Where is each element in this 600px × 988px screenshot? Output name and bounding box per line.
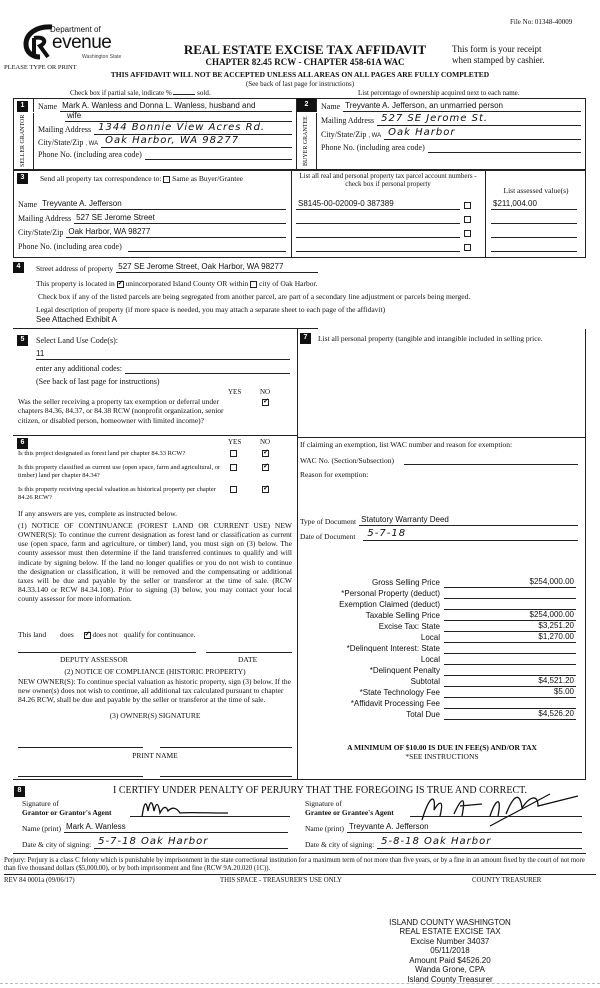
corr-name-field[interactable]: Treyvante A. Jefferson [40,199,286,210]
exemption-intro: If claiming an exemption, list WAC number and reason for exemption: [300,440,513,449]
doc-date-field[interactable]: 5-7-18 [363,528,578,541]
tax-label: Total Due [406,710,440,720]
instructions-note: (See back of last page for instructions) [245,80,355,88]
tax-value-delinquent-penalty[interactable] [444,665,576,676]
grantor-date-label: Date & city of signing: [22,840,92,849]
grantee-name-line [305,822,582,833]
tax-label: Exemption Claimed (deduct) [339,600,440,610]
deputy-assessor-signature-line[interactable] [18,652,196,653]
tax-row [296,632,576,643]
partial-sale-line [70,89,211,97]
tax-row [296,676,576,687]
ownership-note: List percentage of ownership acquired next to each name. [358,89,520,97]
owner-signature-label: (3) OWNER(S) SIGNATURE [109,711,201,720]
parcel-row [296,238,582,252]
treasurer-stamp [370,918,530,984]
buyer-mailing-field[interactable]: 527 SE Jerome St. [377,113,581,126]
unincorporated-label: unincorporated Island County OR within [125,279,249,288]
minimum-due-note: A MINIMUM OF $10.00 IS DUE IN FEE(S) AND/OR TAX [347,743,537,752]
tax-value-taxable-selling-price[interactable]: $254,000.00 [444,610,576,621]
land-use-instructions: (See back of last page for instructions) [36,377,160,386]
grantee-sig-label-2: Grantee or Grantee's Agent [305,808,394,817]
doc-type-line [300,515,578,526]
buyer-fields [321,101,581,153]
seller-name-field[interactable]: Mark A. Wanless and Donna L. Wanless, husband and [60,101,292,112]
form-subtitle: CHAPTER 82.45 RCW - CHAPTER 458-61A WAC [205,57,405,67]
notice-of-compliance-title: (2) NOTICE OF COMPLIANCE (HISTORIC PROPERTY) [64,667,246,676]
parcel-list [296,196,582,252]
section-8-number: 8 [14,786,25,797]
parcel-number-field[interactable] [296,228,460,238]
buyer-grantee-label: BUYER GRANTEE [303,116,310,166]
receipt-note-1: This form is your receipt [452,44,542,54]
personal-property-checkbox[interactable] [464,244,471,251]
unincorporated-checkbox[interactable] [117,281,124,288]
additional-codes-label: enter any additional codes: [36,364,122,374]
within-city-label: city of Oak Harbor. [259,279,318,288]
wac-field[interactable] [404,455,578,465]
wac-line [300,454,578,465]
tax-value-technology-fee[interactable]: $5.00 [444,687,576,698]
tax-label: *Delinquent Interest: State [346,644,440,654]
additional-codes-line [36,364,290,374]
grantor-name-field[interactable]: Mark A. Wanless [64,822,288,833]
tax-row [296,610,576,621]
tax-value-subtotal[interactable]: $4,521.20 [444,676,576,687]
street-address-line [36,262,318,273]
grantee-date-line [305,835,582,849]
section-6-number: 6 [17,438,28,449]
logo-state-text: Washington State [82,54,122,60]
sec5-no-header: NO [260,388,271,396]
location-label: This property is located in [36,279,115,288]
tax-label: Local [420,655,440,665]
please-type-note: PLEASE TYPE OR PRINT [4,64,77,71]
grantor-name-label: Name (print) [22,824,61,833]
seller-exemption-question: Was the seller receiving a property tax exemption or deferral under chapters 84.36, 84.37, or 84.38 RCW (nonprofit organization, senior citizen, or disabled person, homeowner with limited income)? [18,397,224,425]
seller-fields [38,101,292,160]
buyer-phone-label: Phone No. (including area code) [321,143,425,153]
owner-signature-line-2[interactable] [160,747,292,748]
stamp-excise-number: Excise Number 34037 [410,936,490,946]
tax-value-personal-property[interactable] [444,588,576,599]
notice-of-continuance: (1) NOTICE OF CONTINUANCE (FOREST LAND OR CURRENT USE) NEW OWNER(S): To continue the current designation as forest land or classification as current use (open space, farm and agriculture, or timber) land, you must sign on (3) below. The county assessor must then determine if the land transferred continues to qualify and will indicate by signing below. If the land no longer qualifies or you do not wish to continue the designation or classification, it will be removed and the compensating or additional taxes will be due and payable by the seller or transferor at the time of sale. (RCW 84.33.140 or RCW 84.34.108). Prior to signing (3) below, you may contact your local county assessor for more information. [18,521,292,604]
grantee-signature-field[interactable] [410,790,582,817]
perjury-notice: Perjury: Perjury is a class C felony which is punishable by imprisonment in the state correctional institution for a maximum term of not more than five years, or by a fine in an amount fixed by the court of not more than five thousand dollars ($5,000.00), or by both imprisonment and fine (RCW 9A.20.020 (1C)). [4,857,596,875]
section-5-rule [13,435,298,436]
tax-calculation [296,577,576,720]
assessed-value-field[interactable] [491,214,577,224]
seller-city-field[interactable]: Oak Harbor, WA 98277 [101,135,292,148]
partial-percent-input[interactable] [173,94,195,95]
personal-property-checkbox[interactable] [464,230,471,237]
sec6-q1-no-checkbox[interactable] [262,450,269,457]
section-3-divider-1 [291,170,292,258]
tax-label: Local [420,633,440,643]
tax-value-exemption-claimed[interactable] [444,599,576,610]
land-use-label: Select Land Use Code(s): [36,336,118,345]
send-correspondence-label: Send all property tax correspondence to: [40,174,162,183]
within-city-checkbox[interactable] [250,281,257,288]
location-line [36,279,317,288]
print-name-line-1[interactable] [18,776,143,777]
grantor-sig-label-1: Signature of [22,799,59,808]
same-as-buyer-label: Same as Buyer/Grantee [172,174,243,183]
correspondence-fields [18,196,286,252]
parcel-number-field[interactable] [296,242,460,252]
tax-row [296,599,576,610]
tax-row [296,643,576,654]
sec6-q2-no-checkbox[interactable] [262,464,269,471]
print-name-line-2[interactable] [160,776,292,777]
owner-signature-line-1[interactable] [18,747,143,748]
doc-type-field[interactable]: Statutory Warranty Deed [359,515,578,526]
exemption-reason-label[interactable]: Reason for exemption: [300,470,369,479]
personal-property-checkbox[interactable] [464,202,471,209]
seller-exemption-no-checkbox[interactable] [262,399,269,406]
assessed-value-header: List assessed value(s) [503,186,569,195]
parcel-row [296,196,582,210]
section-7-bottom-rule [13,779,586,780]
doc-date-label: Date of Document [300,532,356,541]
legal-description-label: Legal description of property (if more space is needed, you may attach a separate sheet to each page of the affidavit) [36,305,386,314]
tax-value-delinquent-interest-state[interactable] [444,643,576,654]
sec6-yes-header: YES [228,438,242,446]
land-use-field[interactable]: 11 [36,349,290,360]
seller-name-label: Name [38,102,58,112]
certification-statement: I CERTIFY UNDER PENALTY OF PERJURY THAT THE FOREGOING IS TRUE AND CORRECT. [113,785,527,796]
tax-label: Gross Selling Price [371,578,440,588]
grantor-signature-scribble-icon [130,797,250,819]
sec6-q2-yes-checkbox[interactable] [230,464,237,471]
stamp-tax-type: REAL ESTATE EXCISE TAX [399,927,501,937]
section-1-number: 1 [17,101,28,112]
buyer-city-field[interactable]: Oak Harbor [384,127,581,140]
buyer-city-label: City/State/Zip [321,130,367,140]
seller-mailing-label: Mailing Address [38,125,92,135]
file-number-value: 01348-40009 [534,18,573,26]
tax-row [296,577,576,588]
section-8-bottom-rule [13,853,586,854]
tax-label: *Affidavit Processing Fee [350,699,440,709]
qualify-label: qualify for continuance. [123,630,196,639]
section-1-marker-cell [14,98,34,112]
personal-property-label[interactable]: List all personal property (tangible and intangible included in selling price. [318,334,543,343]
receipt-note-2: when stamped by cashier. [452,55,545,65]
tax-label: *Delinquent Penalty [369,666,440,676]
print-name-label: PRINT NAME [132,751,178,760]
seller-mailing-field[interactable]: 1344 Bonnie View Acres Rd. [94,122,292,135]
tax-value-gross-selling-price[interactable]: $254,000.00 [444,577,576,588]
grantee-sig-label-1: Signature of [305,799,342,808]
grantee-date-city-field[interactable]: 5-8-18 Oak Harbor [377,836,582,849]
partial-sale-label: Check box if partial sale, indicate % [70,89,172,97]
buyer-mailing-label: Mailing Address [321,116,375,126]
grantee-name-label: Name (print) [305,824,344,833]
stamp-date: 05/11/2018 [430,946,470,956]
seller-state-prefix: , WA [85,140,99,147]
street-address-field[interactable]: 527 SE Jerome Street, Oak Harbor, WA 98277 [116,262,318,273]
seller-grantor-label: SELLER GRANTOR [20,114,27,168]
tax-row [296,687,576,698]
tax-row [296,654,576,665]
seller-phone-label: Phone No. (including area code) [38,150,142,160]
buyer-name-label: Name [321,102,341,112]
additional-codes-field[interactable] [125,364,290,374]
tax-row [296,709,576,720]
tax-value-delinquent-interest-local[interactable] [444,654,576,665]
tax-label: *State Technology Fee [359,688,440,698]
tax-label: Excise Tax: State [378,622,440,632]
section-6-questions [18,450,293,508]
corr-phone-label: Phone No. (including area code) [18,242,122,252]
tax-value-excise-state[interactable]: $3,251.20 [444,621,576,632]
grantor-date-line [22,835,288,849]
parcel-list-header: List all real and personal property tax parcel account numbers - check box if personal property [299,172,477,189]
tax-value-affidavit-fee[interactable] [444,698,576,709]
qualify-line [18,630,195,639]
dor-logo [22,24,122,62]
does-label: does [60,630,74,639]
sec6-question-row [18,464,293,486]
grantee-name-field[interactable]: Treyvante A. Jefferson [347,822,582,833]
acceptance-warning: THIS AFFIDAVIT WILL NOT BE ACCEPTED UNLESS ALL AREAS ON ALL PAGES ARE FULLY COMPLETED [110,70,490,79]
section-5-number: 5 [17,335,28,346]
personal-property-checkbox[interactable] [464,216,471,223]
stamp-treasurer-title: Island County Treasurer [407,974,493,984]
tax-value-excise-local[interactable]: $1,270.00 [444,632,576,643]
sec6-no-header: NO [260,438,271,446]
stamp-treasurer-name: Wanda Grone, CPA [415,965,485,975]
page-edge [0,983,600,984]
buyer-name-field[interactable]: Treyvante A. Jefferson, an unmarried person [343,101,581,112]
form-revision: REV 84 0001a (09/06/17) [4,877,75,884]
assessor-date-label: DATE [238,655,258,664]
county-treasurer-label: COUNTY TREASURER [472,877,542,884]
sec6-question-text: Is this project designated as forest land per chapter 84.33 RCW? [18,450,186,457]
legal-description-field[interactable]: See Attached Exhibit A [36,315,117,324]
sec6-q3-yes-checkbox[interactable] [230,486,237,493]
assessor-date-line[interactable] [206,652,292,653]
seller-phone-field[interactable] [145,150,292,160]
tax-row [296,698,576,709]
tax-label: *Personal Property (deduct) [341,589,440,599]
see-instructions-note: *SEE INSTRUCTIONS [405,752,479,761]
grantor-signature-field[interactable] [130,797,290,817]
tax-row [296,621,576,632]
stamp-county: ISLAND COUNTY WASHINGTON [389,918,511,927]
sec6-question-row [18,486,293,508]
corr-city-label: City/State/Zip [18,228,64,238]
stamp-amount-paid: Amount Paid $4526.20 [409,955,491,965]
section-7-number: 7 [300,333,311,344]
partial-sold-label: sold. [197,89,211,97]
seller-city-label: City/State/Zip [38,138,84,148]
this-land-label: This land [18,630,47,639]
street-address-label: Street address of property [36,264,114,273]
parcel-number-field[interactable]: S8145-00-02009-0 387389 [296,199,460,210]
doc-type-label: Type of Document [300,517,357,526]
buyer-state-prefix: , WA [368,132,382,139]
assessed-value-field[interactable] [491,242,577,252]
sec5-no-checkbox-wrap [262,397,269,407]
logo-dept-text: Department of [50,25,101,34]
parcel-row [296,210,582,224]
parcel-number-field[interactable] [296,214,460,224]
segregated-note[interactable]: Check box if any of the listed parcels are being segregated from another parcel, are part of a secondary line adjustment or parcels being merged. [38,292,471,301]
sec6-question-text: Is this property receiving special valuation as historical property per chapter 84.26 RCW? [18,486,216,501]
section-2-number: 2 [301,100,312,111]
grantee-date-label: Date & city of signing: [305,840,375,849]
if-yes-instruction: If any answers are yes, complete as instructed below. [18,509,178,518]
grantor-name-line [22,822,288,833]
corr-phone-field[interactable] [128,242,286,252]
seller-side-label [14,113,34,169]
tax-row [296,588,576,599]
section-7-rule [298,437,586,438]
assessed-value-field[interactable]: $211,004.00 [491,199,577,210]
wac-label: WAC No. (Section/Subsection) [300,456,394,465]
parcel-row [296,224,582,238]
sec6-question-row [18,450,293,464]
file-number [510,18,572,26]
doc-date-line [300,528,578,541]
sec6-q3-no-checkbox[interactable] [262,486,269,493]
form-title: REAL ESTATE EXCISE TAX AFFIDAVIT [183,42,427,57]
does-not-checkbox[interactable] [84,632,91,639]
file-number-label: File No: [510,18,534,26]
logo-revenue-text: evenue [52,32,112,53]
grantor-sig-label-2: Grantor or Grantor's Agent [22,808,112,817]
buyer-phone-field[interactable] [428,143,581,153]
tax-label: Taxable Selling Price [365,611,440,621]
grantor-date-city-field[interactable]: 5-7-18 Oak Harbor [94,836,288,849]
treasurer-use-only-label: THIS SPACE - TREASURER'S USE ONLY [220,877,342,884]
corr-name-label: Name [18,200,38,210]
same-as-buyer-checkbox[interactable] [163,176,170,183]
does-not-label: does not [92,630,118,639]
sec6-question-text: Is this property classified as current use (open space, farm and agricultural, or timber) land per chapter 84.34? [18,464,221,479]
send-correspondence-line [40,174,243,183]
sec5-yes-header: YES [228,388,242,396]
tax-label: Subtotal [410,677,440,687]
corr-mailing-field[interactable]: 527 SE Jerome Street [74,213,286,224]
tax-value-total-due[interactable]: $4,526.20 [444,709,576,720]
assessed-value-field[interactable] [491,228,577,238]
corr-city-field[interactable]: Oak Harbor, WA 98277 [66,227,286,238]
deputy-assessor-label: DEPUTY ASSESSOR [60,655,128,664]
notice-of-compliance: NEW OWNER(S): To continue special valuation as historic property, sign (3) below. If the new owner(s) does not wish to continue, all additional tax calculated pursuant to chapter 84.26 RCW, shall be due and payable by the seller or transferor at the time of sale. [18,677,291,705]
seller-name-field-cont[interactable]: wife [65,111,292,122]
tax-row [296,665,576,676]
sec6-q1-yes-checkbox[interactable] [230,450,237,457]
section-4-number: 4 [13,262,24,273]
section-3-number: 3 [17,173,28,184]
buyer-side-label [297,113,317,169]
corr-mailing-label: Mailing Address [18,214,72,224]
